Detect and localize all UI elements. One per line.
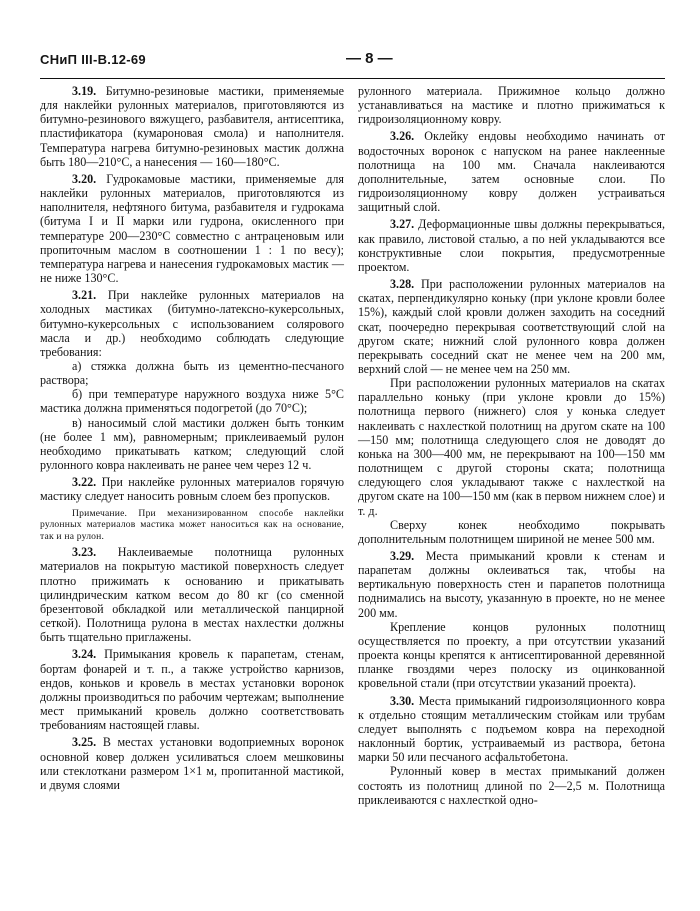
text-paragraph (40, 735, 344, 792)
clause-number: 3.30. (390, 693, 415, 708)
text-paragraph (358, 549, 665, 620)
paragraph-text: При расположении рулонных материалов на скатах, перпендикулярно коньку (при уклоне кровли более 15%), каждый слой кровли должен заходить на соседний скат, поочередно перекрывая соответствующий слой на другом скате; нижний слой рулонного ковра должен перекрывать соседний скат не менее чем на 200 мм, верхний слой — не менее чем на 250 мм. (358, 277, 665, 376)
text-paragraph (358, 217, 665, 274)
paragraph-text: Примечание. При механизированном способе наклейки рулонных материалов мастика может наноситься как на основание, так и на рулон. (40, 507, 344, 542)
paragraph-text: В местах установки водоприемных воронок основной ковер должен усиливаться слоем мешковины или стеклоткани размером 1×1 м, пропитанной мастикой, и двумя слоями (40, 735, 344, 792)
text-paragraph (40, 288, 344, 359)
note-paragraph (40, 508, 344, 543)
text-paragraph (358, 129, 665, 214)
text-paragraph (40, 359, 344, 387)
text-paragraph (358, 376, 665, 518)
text-paragraph (358, 694, 665, 765)
page-header (40, 50, 665, 74)
clause-number: 3.19. (72, 84, 97, 98)
paragraph-text: Битумно-резиновые мастики, применяемые для наклейки рулонных материалов, приготовляются из битумно-резинового вяжущего, разбавителя, антисептика, пластификатора (кумароновая смола) и наполнителя. Температура нагрева битумно-резиновых мастик должна быть 180—210°C, а нанесения — 160—180°C. (40, 84, 344, 169)
paragraph-text: Крепление концов рулонных полотнищ осуществляется по проекту, а при отсутствии указаний проекта концы крепятся к антисептированной деревянной планке гвоздями через полоску из оцинкованной кровельной стали (при отсутствии указаний проекта). (358, 619, 665, 691)
clause-number: 3.28. (390, 277, 415, 292)
paragraph-text: При наклейке рулонных материалов на холодных мастиках (битумно-латексно-кукерсольных, битумно-кукерсольных с использованием солярового масла и др.) необходимо соблюдать следующие требования: (40, 288, 344, 359)
clause-number: 3.21. (72, 288, 97, 303)
text-paragraph (358, 764, 665, 806)
left-column (40, 84, 344, 792)
text-paragraph (358, 277, 665, 376)
text-paragraph (40, 475, 344, 503)
paragraph-text: Наклеиваемые полотнища рулонных материалов на покрытую мастикой поверхность следует плотно прижимать к основанию и прикатывать цилиндрическим катком весом до 80 кг (со сменной брезентовой обкладкой или металлической панцирной сеткой). Полотнища рулона в местах нахлестки должны быть тщательно приглажены. (40, 545, 344, 645)
paragraph-text: При расположении рулонных материалов на скатах параллельно коньку (при уклоне кровли до 15%) полотнища первого (нижнего) слоя у конька следует наклеивать с нахлесткой полотнищ на другом скате на 100—150 мм; полотнища следующего слоя не доводят до конька на 300—400 мм, не перекрывают на 100—150 мм полотнищем с другой стороны ската; полотнища следующего слоя укладывают также с нахлесткой на другом скате на 100—150 мм (как в первом нижнем слое) и т. д. (358, 376, 665, 518)
text-paragraph (40, 416, 344, 473)
paragraph-text: Рулонный ковер в местах примыканий должен состоять из полотнищ длиной по 2—2,5 м. Полотнища приклеиваются с нахлесткой одно- (358, 764, 665, 807)
clause-number: 3.20. (72, 171, 97, 186)
page-number: — 8 — (346, 50, 393, 67)
text-paragraph (358, 84, 665, 126)
text-paragraph (40, 387, 344, 415)
paragraph-text: рулонного материала. Прижимное кольцо должно устанавливаться на мастике и плотно прижиматься к гидроизоляционному ковру. (358, 84, 665, 127)
paragraph-text: Места примыканий кровли к стенам и парапетам должны оклеиваться так, чтобы на вертикальную поверхность стен и парапетов полотнища поднимались на высоту, указанную в проекте, но не менее 200 мм. (358, 549, 665, 620)
text-paragraph (40, 647, 344, 732)
text-paragraph (358, 518, 665, 546)
paragraph-text: Оклейку ендовы необходимо начинать от водосточных воронок с напуском на ранее наклеенные полотнища на 100 мм. Сначала наклеиваются дополнительные, затем основные слои. По гидроизоляционному ковру должен устраиваться защитный слой. (358, 129, 665, 215)
clause-number: 3.26. (390, 129, 415, 144)
paragraph-text: Сверху конек необходимо покрывать дополнительным полотнищем шириной не менее 500 мм. (358, 517, 665, 546)
right-column (358, 84, 665, 807)
paragraph-text: Гудрокамовые мастики, применяемые для наклейки рулонных материалов, приготовляются из наполнителя, нефтяного битума, разбавителя и гудрокама (битума I и II марки или гудрона, окисленного при температуре 200—230°С совместно с антраценовым или пропиточным маслом в соотношении 1 : 1 по весу); температура нагрева и нанесения гудрокамовых мастик — не ниже 130°С. (40, 171, 344, 286)
header-rule (40, 78, 665, 79)
text-paragraph (40, 545, 344, 644)
clause-number: 3.23. (72, 545, 97, 560)
paragraph-text: Места примыканий гидроизоляционного ковра к отдельно стоящим металлическим стойкам или трубам следует выполнять с подъемом ковра на переходной наклонный бортик, устраиваемый из раствора, бетона марки 50 или песчаного асфальтобетона. (358, 693, 665, 765)
text-paragraph (40, 172, 344, 285)
paragraph-text: в) наносимый слой мастики должен быть тонким (не более 1 мм), равномерным; приклеиваемый рулон необходимо прикатывать катком; следующий слой рулонного ковра наклеивать не ранее чем через 12 ч. (40, 415, 344, 473)
text-paragraph (358, 620, 665, 691)
clause-number: 3.27. (390, 217, 415, 232)
text-paragraph (40, 84, 344, 169)
document-code: СНиП III-В.12-69 (40, 52, 146, 67)
clause-number: 3.22. (72, 475, 97, 490)
clause-number: 3.25. (72, 735, 97, 750)
paragraph-text: Деформационные швы должны перекрываться, как правило, листовой сталью, а по ней укладываются все конструктивные слои покрытия, предусмотренные проектом. (358, 217, 665, 274)
paragraph-text: б) при температуре наружного воздуха ниже 5°С мастика должна применяться подогретой (до 70°С); (40, 387, 344, 416)
paragraph-text: При наклейке рулонных материалов горячую мастику следует наносить ровным слоем без пропусков. (40, 475, 344, 504)
clause-number: 3.29. (390, 549, 415, 563)
clause-number: 3.24. (72, 647, 97, 662)
paragraph-text: а) стяжка должна быть из цементно-песчаного раствора; (40, 358, 344, 388)
paragraph-text: Примыкания кровель к парапетам, стенам, бортам фонарей и т. п., а также устройство карнизов, ендов, коньков и кровель в местах установки воронок должны производиться по рабочим чертежам; выполнение мест примыканий кровель должно соответствовать требованиям настоящей главы. (40, 647, 345, 733)
